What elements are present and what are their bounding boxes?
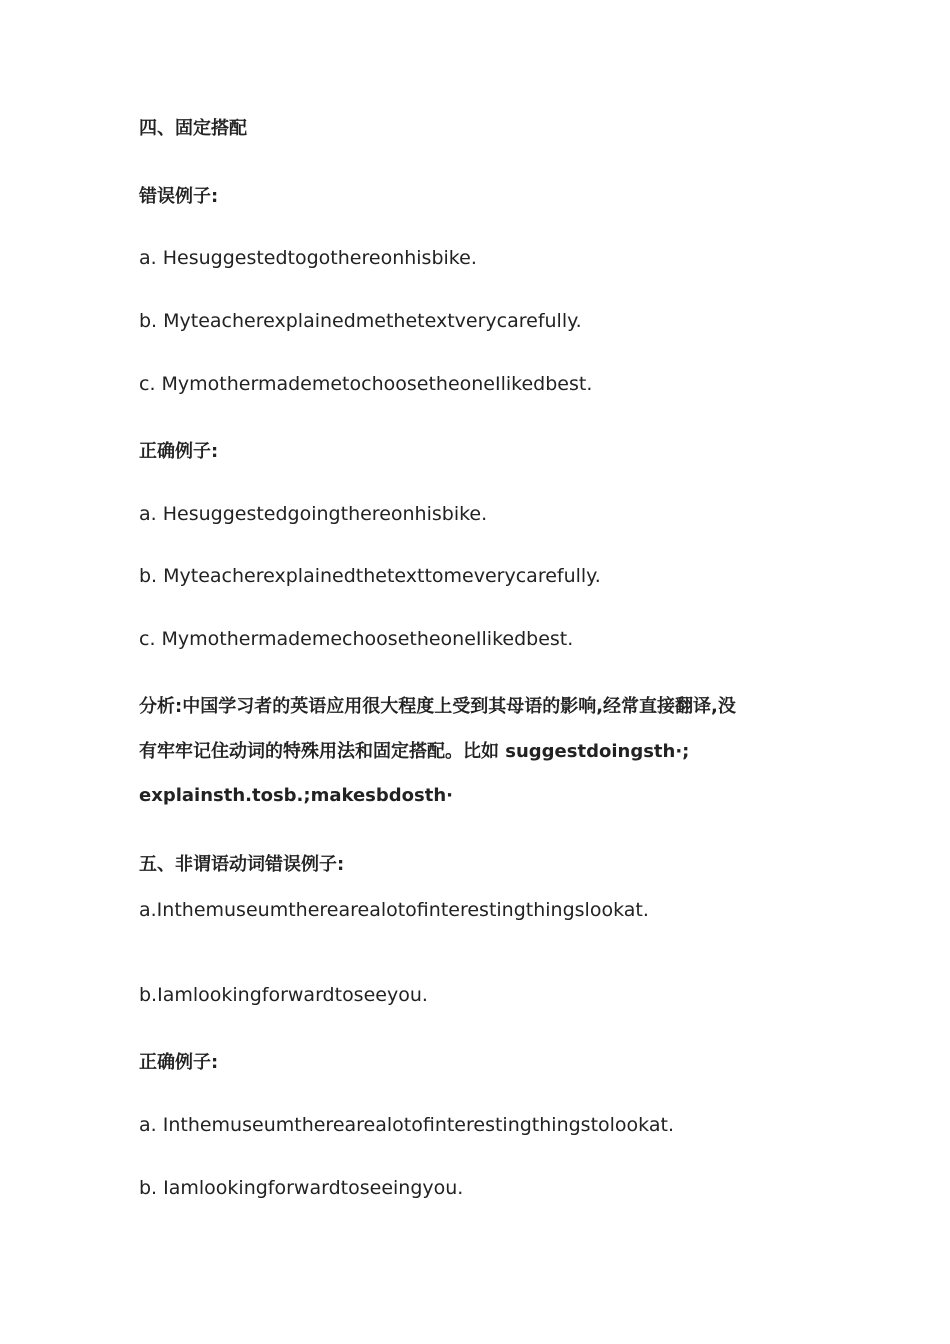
section5-correct-example-a: a. Inthemuseumtherearealotofinterestingthingstolookat. [139, 1114, 674, 1136]
analysis-line-2: 有牢牢记住动词的特殊用法和固定搭配。比如 suggestdoingsth·; [139, 741, 690, 762]
section4-wrong-example-b: b. Myteacherexplainedmethetextverycarefully. [139, 310, 582, 332]
section4-wrong-label: 错误例子: [139, 186, 219, 207]
section4-correct-label: 正确例子: [139, 441, 219, 462]
analysis-line-3: explainsth.tosb.;makesbdosth· [139, 785, 453, 806]
section4-title: 四、固定搭配 [139, 118, 247, 139]
section4-correct-example-a: a. Hesuggestedgoingthereonhisbike. [139, 503, 488, 525]
section4-correct-example-b: b. Myteacherexplainedthetexttomeverycarefully. [139, 565, 601, 587]
section4-wrong-example-a: a. Hesuggestedtogothereonhisbike. [139, 247, 477, 269]
section5-wrong-example-b: b.Iamlookingforwardtoseeyou. [139, 984, 428, 1006]
analysis-line-1: 分析:中国学习者的英语应用很大程度上受到其母语的影响,经常直接翻译,没 [139, 696, 736, 717]
section5-correct-example-b: b. Iamlookingforwardtoseeingyou. [139, 1177, 464, 1199]
section5-correct-label: 正确例子: [139, 1052, 219, 1073]
section4-wrong-example-c: c. MymothermademetochoosetheoneIlikedbest. [139, 373, 593, 395]
section5-title: 五、非谓语动词错误例子: [139, 854, 345, 875]
section4-correct-example-c: c. MymothermademechoosetheoneIlikedbest. [139, 628, 574, 650]
section5-wrong-example-a: a.Inthemuseumtherearealotofinterestingthingslookat. [139, 899, 649, 921]
